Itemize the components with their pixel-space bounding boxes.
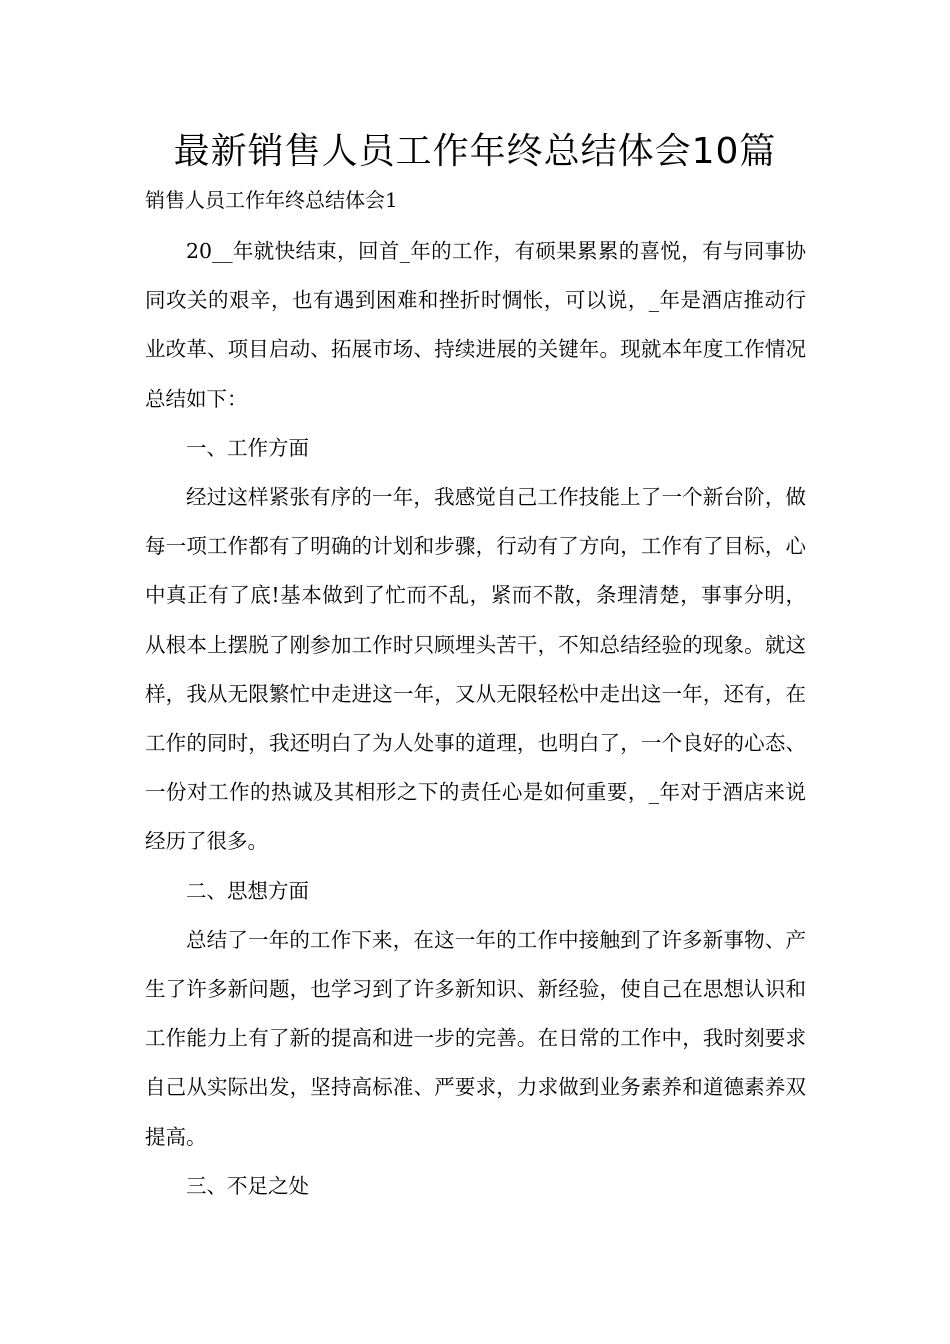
paragraph-work: 经过这样紧张有序的一年，我感觉自己工作技能上了一个新台阶，做每一项工作都有了明确的计划和步骤，行动有了方向，工作有了目标，心中真正有了底!基本做到了忙而不乱，紧而不散，条理清楚，事事分明，从根本上摆脱了刚参加工作时只顾埋头苦干，不知总结经验的现象。就这样，我从无限繁忙中走进这一年，又从无限轻松中走出这一年，还有，在工作的同时，我还明白了为人处事的道理，也明白了，一个良好的心态、一份对工作的热诚及其相形之下的责任心是如何重要，_年对于酒店来说经历了很多。: [145, 485, 806, 854]
section-subtitle: 销售人员工作年终总结体会1: [145, 188, 398, 212]
heading-work: 一、工作方面: [186, 435, 309, 460]
heading-thought: 二、思想方面: [186, 878, 309, 903]
heading-shortcomings: 三、不足之处: [186, 1173, 309, 1198]
paragraph-thought: 总结了一年的工作下来，在这一年的工作中接触到了许多新事物、产生了许多新问题，也学习到了许多新知识、新经验，使自己在思想认识和工作能力上有了新的提高和进一步的完善。在日常的工作中，我时刻要求自己从实际出发，坚持高标准、严要求，力求做到业务素养和道德素养双提高。: [145, 927, 806, 1149]
document-title: 最新销售人员工作年终总结体会10篇: [173, 131, 777, 172]
paragraph-intro: 20__年就快结束，回首_年的工作，有硕果累累的喜悦，有与同事协同攻关的艰辛，也有遇到困难和挫折时惆怅，可以说，_年是酒店推动行业改革、项目启动、拓展市场、持续进展的关键年。现就本年度工作情况总结如下：: [145, 239, 806, 411]
document-body: [145, 227, 806, 1211]
